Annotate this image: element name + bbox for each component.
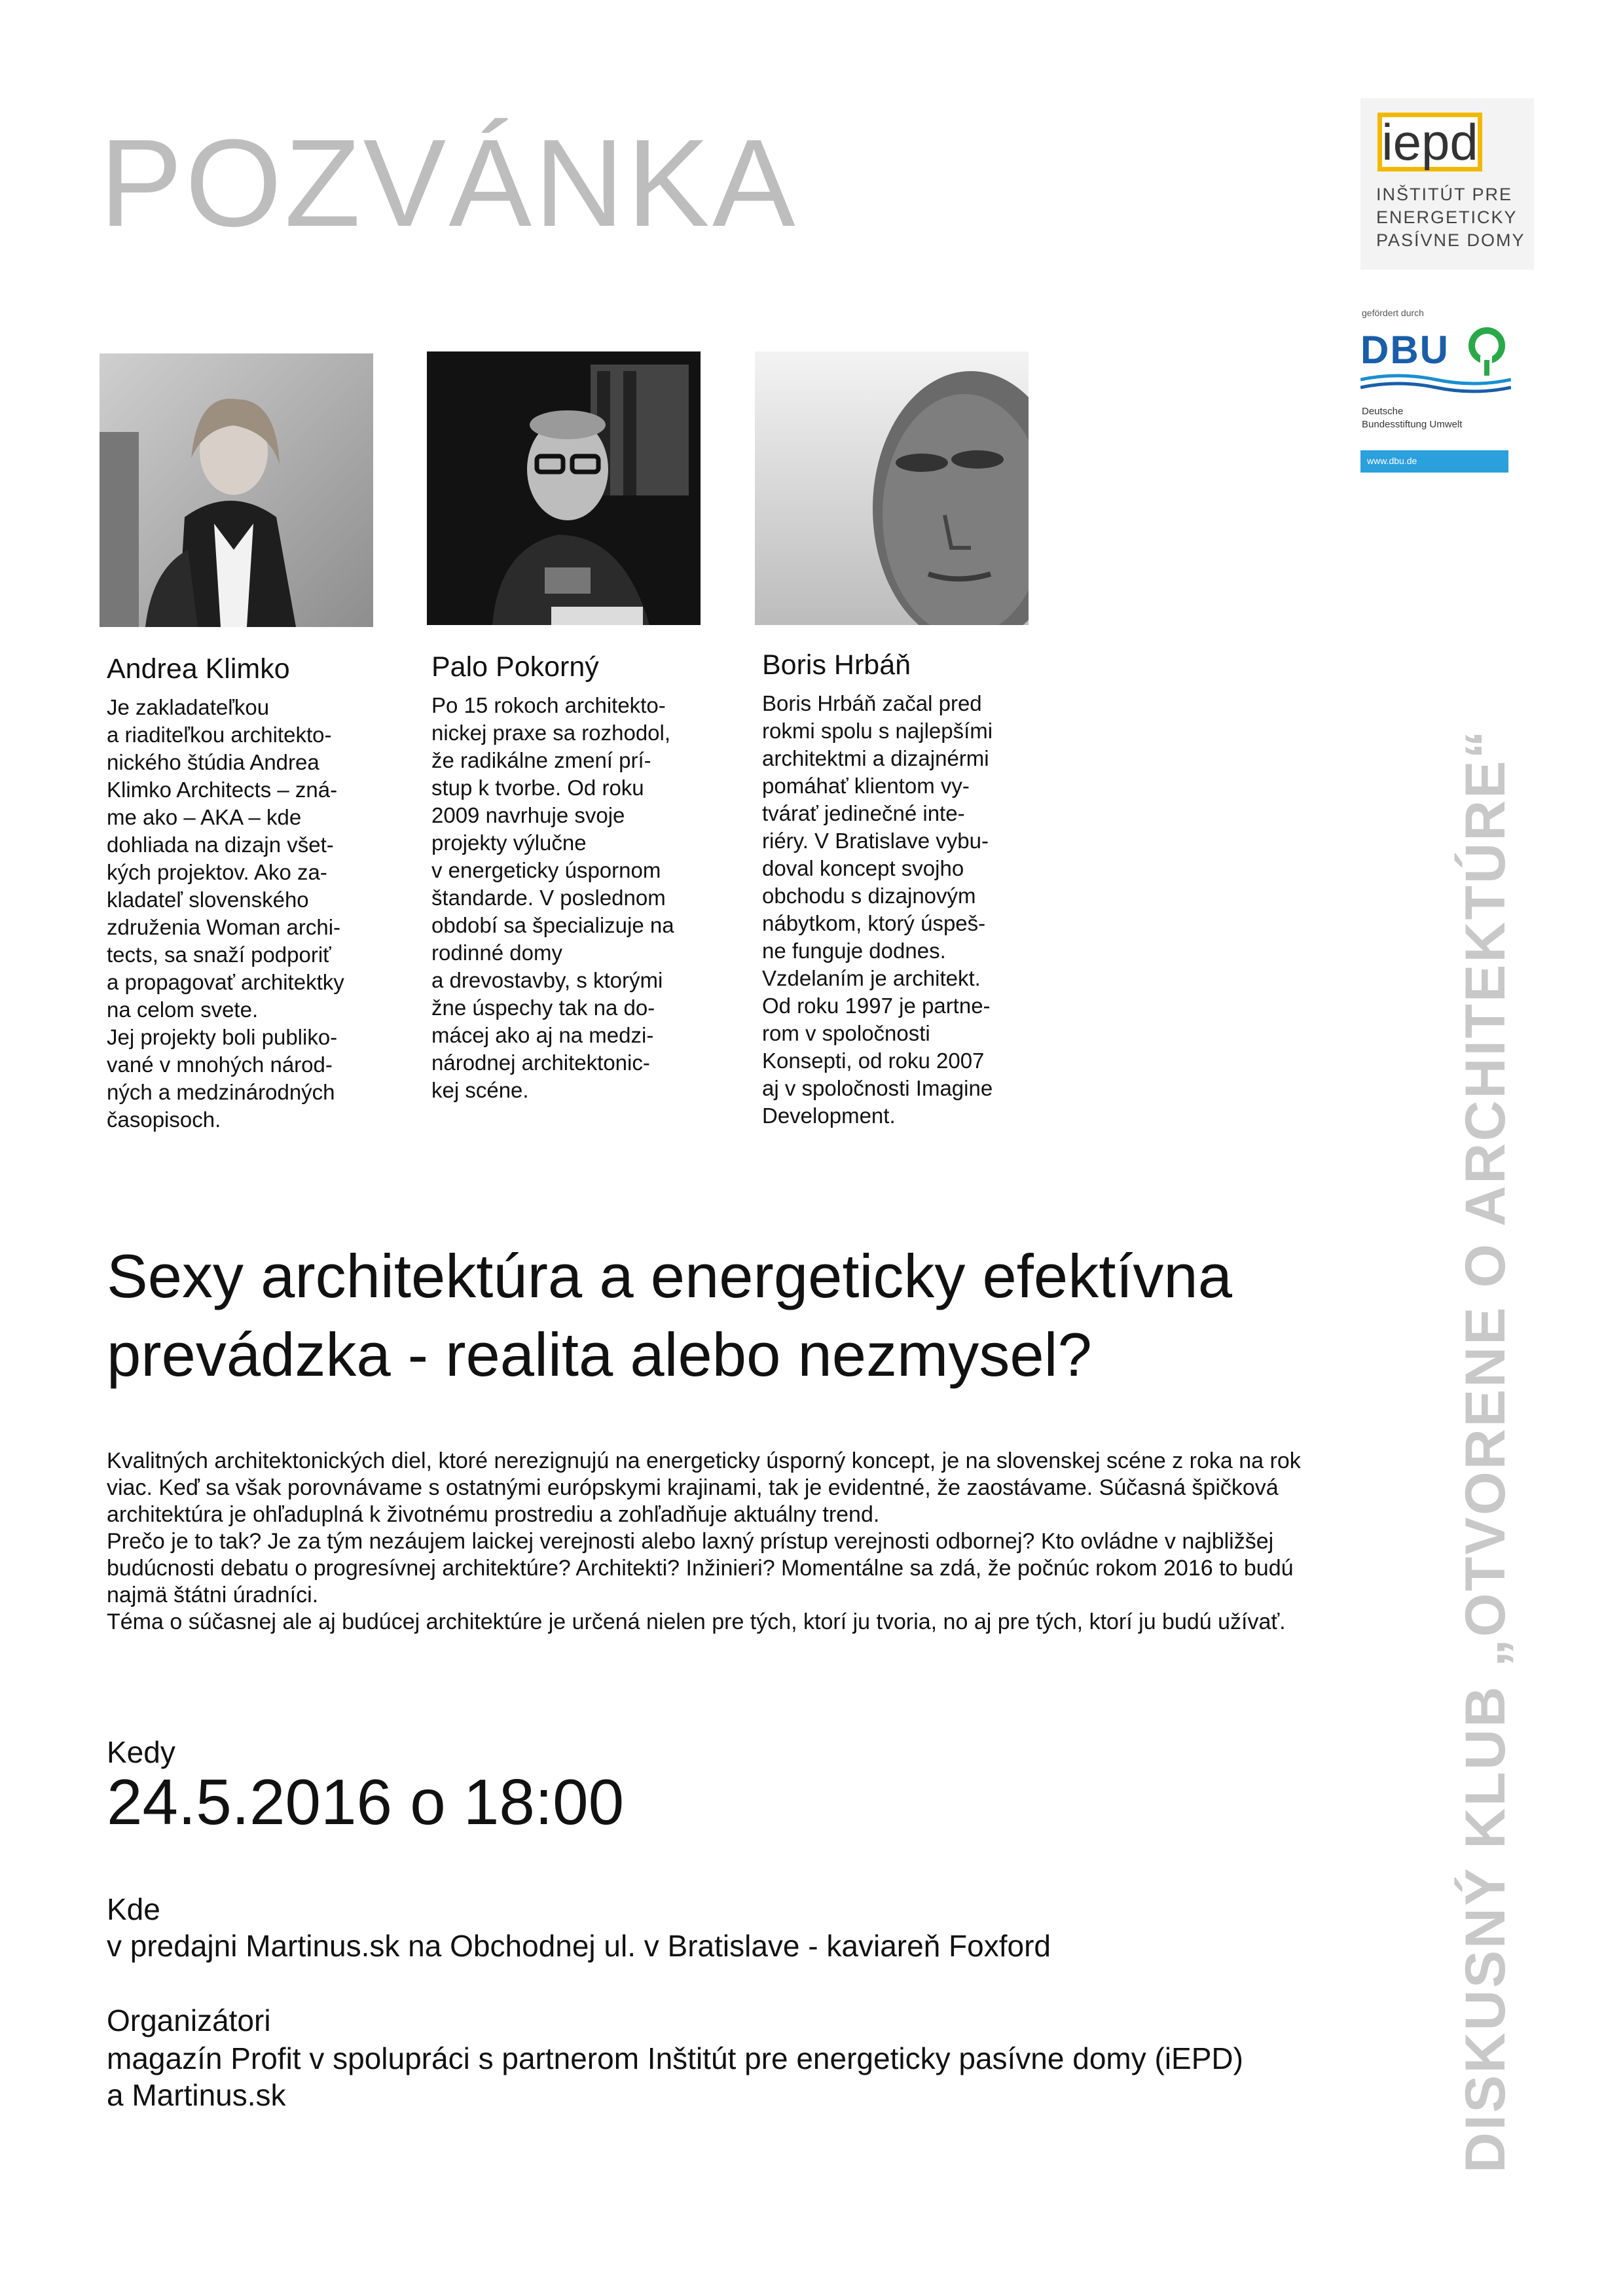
when-label: Kedy [107,1735,175,1769]
where-label: Kde [107,1892,160,1926]
dbu-name-line-2: Bundesstiftung Umwelt [1362,419,1463,430]
iepd-logo [1360,98,1534,270]
event-description: Kvalitných architektonických diel, ktoré nerezignujú na energeticky úsporný koncept, je na slovenskej scéne z roka na rok viac. Keď sa však porovnávame s ostatnými európskymi krajinami, tak je evidentné, že zaostávame. Súčasná špičková architektúra je ohľaduplná k životnému prostrediu a zohľadňuje aktuálny trend. Prečo je to tak? Je za tým nezáujem laickej verejnosti alebo laxný prístup verejnosti odbornej? Kto ovládne v najbližšej budúcnosti debatu o progresívnej architektúre? Architekti? Inžinieri? Momentálne sa zdá, že počnúc rokom 2016 to budú najmä štátni úradníci. Téma o súčasnej ale aj budúcej architektúre je určená nielen pre tých, ktorí ju tvoria, no aj pre tých, ktorí ju budú užívať. [107,1448,1301,1634]
dbu-name-line-1: Deutsche [1362,406,1404,417]
speaker-photo-andrea-klimko [100,353,373,627]
iepd-line-1: INŠTITÚT PRE [1376,185,1513,204]
dbu-mark: DBU [1360,328,1450,372]
speaker-bio-3: Boris Hrbáň začal pred rokmi spolu s najlepšími architektmi a dizajnérmi pomáhať klientom vy- tvárať jedinečné inte- riéry. V Bratislave vybu- doval koncept svojho obchodu s dizajnovým nábytkom, ktorý úspeš- ne funguje dodnes. Vzdelaním je architekt. Od roku 1997 je partne- rom v spoločnosti Konsepti, od roku 2007 aj v spoločnosti Imagine Development. [762,691,993,1128]
speaker-bio-1: Je zakladateľkou a riaditeľkou architekto- nického štúdia Andrea Klimko Architects – zná- me ako – AKA – kde dohliada na dizajn všet- kých projektov. Ako za- kladateľ slovenského združenia Woman archi- tects, sa snaží podporiť a propagovať architektky na celom svete. Jej projekty boli publiko- vané v mnohých národ- ných a medzinárodných časopisoch. [107,695,344,1132]
speaker-bio-2: Po 15 rokoch architekto- nickej praxe sa rozhodol, že radikálne zmení prí- stup k tvorbe. Od roku 2009 navrhuje svoje projekty výlučne v energeticky úspornom štandarde. V poslednom období sa špecializuje na rodinné domy a drevostavby, s ktorými žne úspechy tak na do- mácej ako aj na medzi- národnej architektonic- kej scéne. [431,693,674,1102]
iepd-line-2: ENERGETICKY [1376,207,1518,227]
speaker-photo-palo-pokorny [427,351,701,625]
speaker-name-1: Andrea Klimko [107,653,290,685]
when-value: 24.5.2016 o 18:00 [107,1766,625,1838]
dbu-logo [1360,308,1511,478]
dbu-url: www.dbu.de [1367,456,1417,466]
speaker-name-2: Palo Pokorný [431,651,599,683]
speaker-photo-boris-hrban [755,351,1029,625]
where-value: v predajni Martinus.sk na Obchodnej ul. v Bratislave - kaviareň Foxford [107,1929,1051,1963]
side-club-title: DISKUSNÝ KLUB „OTVORENE O ARCHITEKTÚRE“ [1454,728,1517,2173]
organizers-label: Organizátori [107,2003,271,2037]
dbu-supported-by: gefördert durch [1362,308,1424,318]
speaker-name-3: Boris Hrbáň [762,649,911,681]
organizers-value: magazín Profit v spolupráci s partnerom Inštitút pre energeticky pasívne domy (iEPD) a Martinus.sk [107,2041,1243,2112]
dbu-waves-icon [1360,373,1511,399]
page-title: POZVÁNKA [100,114,798,253]
event-heading: Sexy architektúra a energeticky efektívna prevádzka - realita alebo nezmysel? [107,1242,1232,1389]
iepd-line-3: PASÍVNE DOMY [1376,230,1525,250]
iepd-mark: iepd [1377,113,1482,171]
